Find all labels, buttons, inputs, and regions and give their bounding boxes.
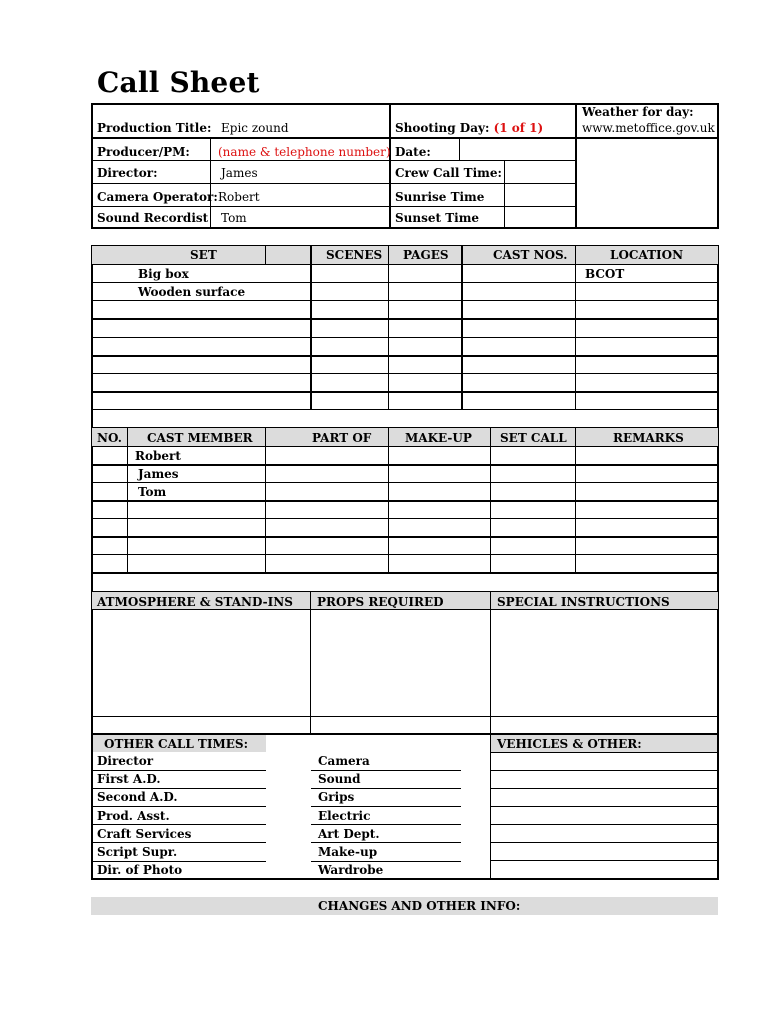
shooting-day-value: (1 of 1) <box>493 121 544 135</box>
cast-header-member: CAST MEMBER <box>147 431 253 445</box>
other-call-times-header: OTHER CALL TIMES: <box>104 737 248 751</box>
camera-operator-label: Camera Operator: <box>97 190 218 204</box>
production-title-value: Epic zound <box>221 121 289 135</box>
scenes-header-cast-nos: CAST NOS. <box>493 248 568 262</box>
producer-value: (name & telephone number) <box>218 145 391 159</box>
call-time-first-ad: First A.D. <box>97 772 161 786</box>
cast-header-set-call: SET CALL <box>500 431 567 445</box>
weather-url: www.metoffice.gov.uk <box>582 121 715 135</box>
scene-row-set: Big box <box>138 267 189 281</box>
changes-header: CHANGES AND OTHER INFO: <box>318 899 521 913</box>
director-label: Director: <box>97 166 158 180</box>
scenes-header-set: SET <box>190 248 217 262</box>
page-title: Call Sheet <box>97 66 260 99</box>
call-time-director: Director <box>97 754 154 768</box>
call-time-sound: Sound <box>318 772 361 786</box>
call-time-script-supr: Script Supr. <box>97 845 178 859</box>
production-title-label: Production Title: <box>97 121 212 135</box>
scenes-header-pages: PAGES <box>403 248 449 262</box>
sound-recordist-value: Tom <box>221 211 247 225</box>
shooting-day-label: Shooting Day: (1 of 1) <box>395 121 544 135</box>
call-time-second-ad: Second A.D. <box>97 790 178 804</box>
camera-operator-value: Robert <box>218 190 260 204</box>
cast-header-part-of: PART OF <box>312 431 372 445</box>
crew-call-label: Crew Call Time: <box>395 166 502 180</box>
special-instructions-header: SPECIAL INSTRUCTIONS <box>497 595 670 609</box>
producer-label: Producer/PM: <box>97 145 190 159</box>
cast-member-name: Tom <box>138 485 167 499</box>
cast-member-name: Robert <box>135 449 181 463</box>
cast-member-name: James <box>138 467 179 481</box>
scenes-header-location: LOCATION <box>610 248 684 262</box>
call-time-dir-of-photo: Dir. of Photo <box>97 863 183 877</box>
cast-header-remarks: REMARKS <box>613 431 684 445</box>
atmosphere-header: ATMOSPHERE & STAND-INS <box>97 595 293 609</box>
cast-header-no: NO. <box>97 431 122 445</box>
sound-recordist-label: Sound Recordist <box>97 211 209 225</box>
weather-label: Weather for day: <box>582 105 694 119</box>
props-header: PROPS REQUIRED <box>317 595 444 609</box>
scene-row-location: BCOT <box>585 267 625 281</box>
date-label: Date: <box>395 145 431 159</box>
scenes-header-scenes: SCENES <box>326 248 383 262</box>
call-time-craft-services: Craft Services <box>97 827 192 841</box>
call-time-prod-asst: Prod. Asst. <box>97 809 170 823</box>
call-time-art-dept: Art Dept. <box>318 827 380 841</box>
call-time-make-up: Make-up <box>318 845 378 859</box>
call-time-electric: Electric <box>318 809 371 823</box>
cast-header-make-up: MAKE-UP <box>405 431 472 445</box>
call-time-camera: Camera <box>318 754 370 768</box>
scene-row-set: Wooden surface <box>138 285 246 299</box>
call-time-wardrobe: Wardrobe <box>318 863 384 877</box>
call-time-grips: Grips <box>318 790 355 804</box>
sunrise-label: Sunrise Time <box>395 190 485 204</box>
sunset-label: Sunset Time <box>395 211 480 225</box>
vehicles-header: VEHICLES & OTHER: <box>497 737 642 751</box>
director-value: James <box>221 166 258 180</box>
